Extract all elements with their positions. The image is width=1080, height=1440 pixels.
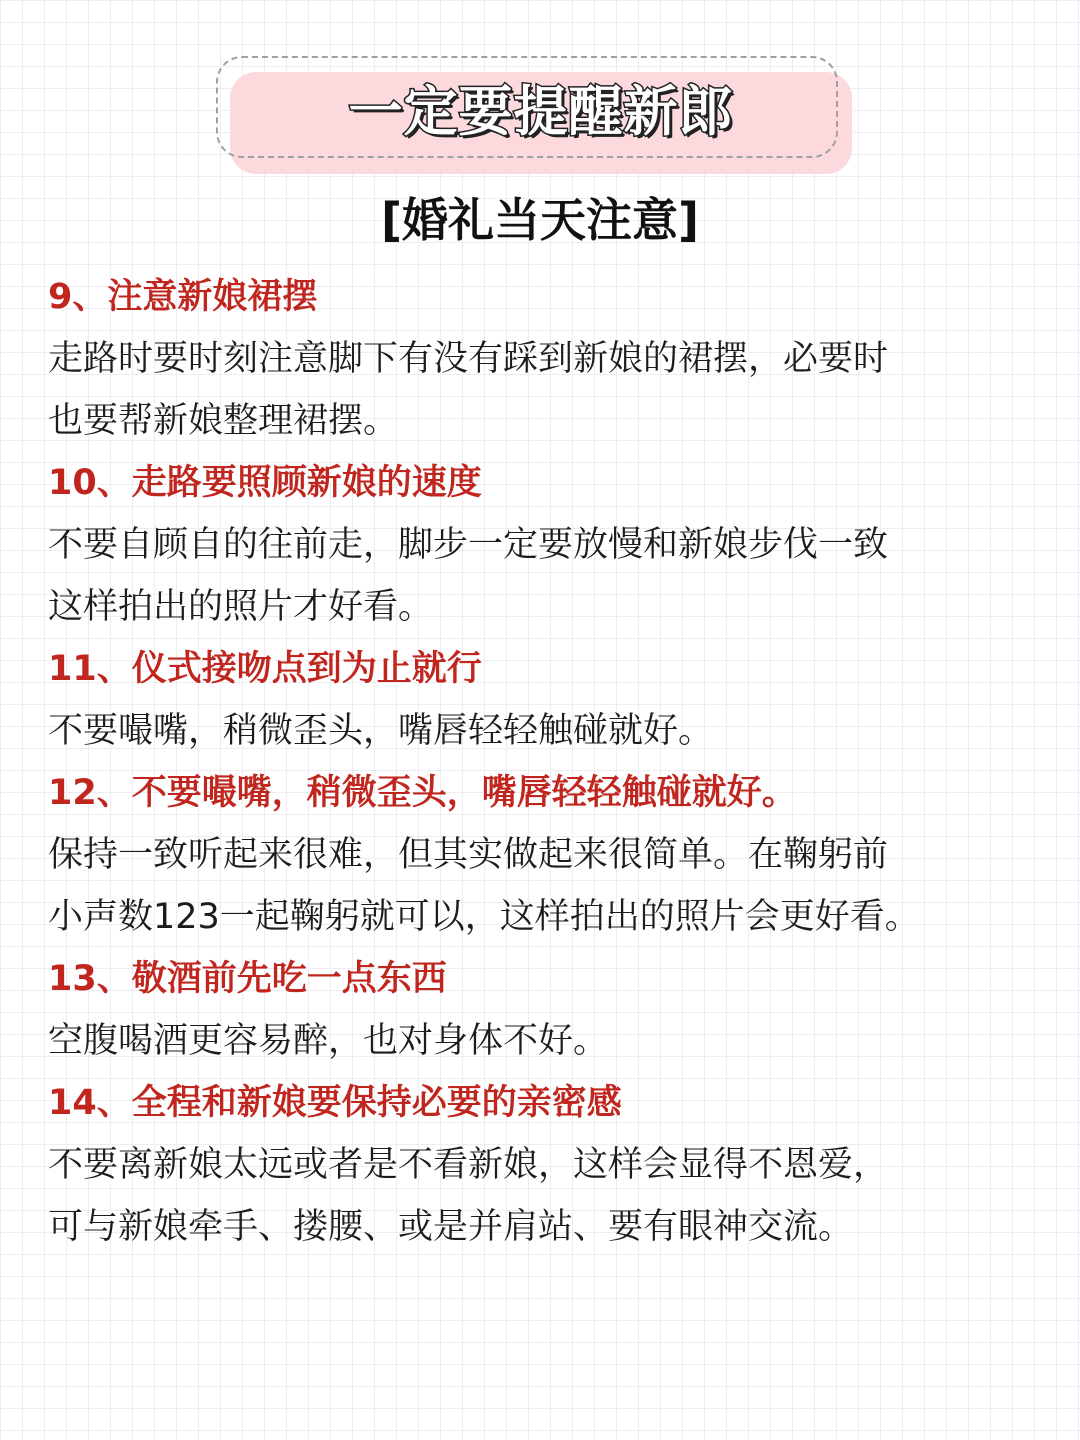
- tip-body: 走路时要时刻注意脚下有没有踩到新娘的裙摆，必要时 也要帮新娘整理裙摆。: [48, 339, 889, 441]
- tip-item-11: [48, 638, 1048, 762]
- tip-heading: 11、仪式接吻点到为止就行: [48, 649, 482, 689]
- tip-item-14: [48, 1072, 1048, 1258]
- tip-body: 保持一致听起来很难，但其实做起来很简单。在鞠躬前 小声数123一起鞠躬就可以，这样拍出的照片会更好看。: [48, 835, 920, 937]
- tip-heading: 9、注意新娘裙摆: [48, 277, 318, 317]
- tip-heading: 10、走路要照顾新娘的速度: [48, 463, 482, 503]
- tip-item-10: [48, 452, 1048, 638]
- tip-heading: 12、不要嘬嘴，稍微歪头，嘴唇轻轻触碰就好。: [48, 773, 797, 813]
- tip-body: 不要离新娘太远或者是不看新娘，这样会显得不恩爱， 可与新娘牵手、搂腰、或是并肩站、要有眼神交流。: [48, 1145, 889, 1247]
- tip-item-12: [48, 762, 1048, 948]
- tip-body: 不要自顾自的往前走，脚步一定要放慢和新娘步伐一致 这样拍出的照片才好看。: [48, 525, 889, 627]
- tip-item-9: [48, 266, 1048, 452]
- title-banner: [216, 56, 838, 158]
- tip-item-13: [48, 948, 1048, 1072]
- tips-list: [48, 266, 1048, 1258]
- tip-heading: 13、敬酒前先吃一点东西: [48, 959, 447, 999]
- tip-body: 空腹喝酒更容易醉，也对身体不好。: [48, 1021, 609, 1061]
- page-subtitle: [婚礼当天注意]: [380, 193, 700, 247]
- page-title: 一定要提醒新郎: [348, 79, 734, 143]
- tip-body: 不要嘬嘴，稍微歪头，嘴唇轻轻触碰就好。: [48, 711, 714, 751]
- tip-heading: 14、全程和新娘要保持必要的亲密感: [48, 1083, 622, 1123]
